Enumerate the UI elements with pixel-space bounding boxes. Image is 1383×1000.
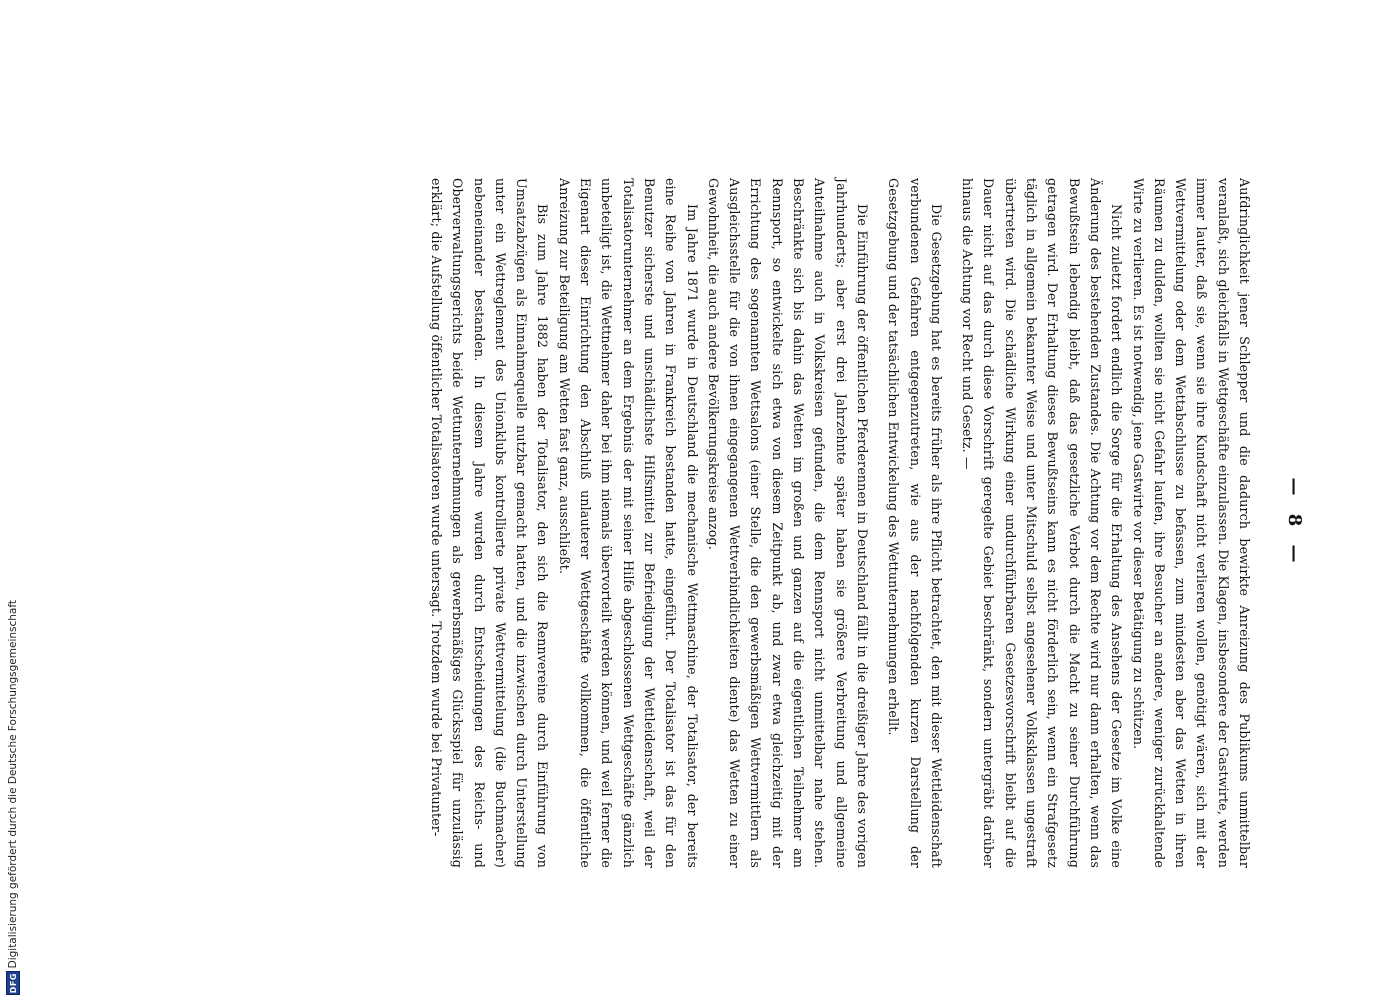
- rotated-page-body: [426, 178, 1305, 868]
- paragraph: Die Einführung der öffentlichen Pferderennen in Deutschland fällt in die dreißiger Jahre des vorigen Jahrhunderts; aber erst drei Jahrzehnte später haben sie größere Verbreitung und allgemeine Anteilnahme auch in Volkskreisen gefunden, die dem Rennsport nicht unmittelbar nahe stehen. Beschränkte sich bis dahin das Wetten im großen und ganzen auf die eigentlichen Teilnehmer am Rennsport, so entwickelte sich etwa von diesem Zeitpunkt ab, und zwar etwa gleichzeitig mit der Errichtung des sogenannten Wettsalons (einer Stelle, die den gewerbsmäßigen Wettvermittlern als Ausgleichsstelle für die von ihnen eingegangenen Wettverbindlichkeiten diente) das Wetten zu einer Gewohnheit, die auch andere Bevölkerungskreise anzog.: [705, 178, 870, 868]
- dfg-logo: DFG: [6, 971, 20, 995]
- paragraph: Im Jahre 1871 wurde in Deutschland die mechanische Wettmaschine, der Totalisator, der bereits eine Reihe von Jahren in Frankreich bestanden hatte, eingeführt. Der Totalisator ist das für den Benutzer sicherste und unschädlichste Hilfsmittel zur Befriedigung der Wettleidenschaft, weil der Totalisatorunternehmer an dem Ergebnis der mit seiner Hilfe abgeschlossenen Wettgeschäfte gänzlich unbeteiligt ist, die Wettnehmer daher bei ihm niemals übervorteilt werden können, und weil ferner die Eigenart dieser Einrichtung den Abschluß unlauterer Wettgeschäfte vollkommen, die öffentliche Anreizung zur Beteiligung am Wetten fast ganz, ausschließt.: [556, 178, 700, 868]
- credit-text: Digitalisierung gefördert durch die Deutsche Forschungsgemeinschaft: [7, 600, 19, 969]
- paragraph: Die Gesetzgebung hat es bereits früher als ihre Pflicht betrachtet, den mit dieser Wettleidenschaft verbundenen Gefahren entgegenzutreten, wie aus der nachfolgenden kurzen Darstellung der Gesetzgebung und der tatsächlichen Entwickelung des Wettunternehmungen erhellt.: [886, 178, 944, 868]
- page-number: — 8 —: [1284, 477, 1305, 569]
- paragraph: Nicht zuletzt fordert endlich die Sorge für die Erhaltung des Ansehens der Gesetze im Volke eine Änderung des bestehenden Zustandes. Die Achtung vor dem Rechte wird nur dann erhalten, wenn das Bewußtsein lebendig bleibt, daß das gesetzliche Verbot durch die Macht zu seiner Durchführung getragen wird. Der Erhaltung dieses Bewußtseins kann es nicht förderlich sein, wenn ein Strafgesetz täglich in allgemein bekannter Weise und unter Mitschuld selbst angesehener Volksklassen ungestraft übertreten wird. Die schädliche Wirkung einer undurchführbaren Gesetzesvorschrift bleibt auf die Dauer nicht auf das durch diese Vorschrift geregelte Gebiet beschränkt, sondern untergräbt darüber hinaus die Achtung vor Recht und Gesetz. —: [960, 178, 1125, 868]
- digitization-credit: [2, 600, 24, 995]
- text-body: [426, 178, 1255, 868]
- paragraph: Aufdringlichkeit jener Schlepper und die dadurch bewirkte Anreizung des Publikums unmittelbar veranlaßt, sich gleichfalls in Wettgeschäfte einzulassen. Die Klagen, insbesondere der Gastwirte, werden immer lauter, daß sie, wenn sie ihre Kundschaft nicht verlieren wollen, genötigt wären, sich mit der Wettvermittelung oder dem Wettabschlusse zu befassen, zum mindesten aber das Wetten in ihren Räumen zu dulden, wollten sie nicht Gefahr laufen, ihre Besucher an andere, weniger zurückhaltende Wirte zu verlieren. Es ist notwendig, jene Gastwirte vor dieser Betätigung zu schützen.: [1130, 178, 1252, 868]
- paragraph: Bis zum Jahre 1882 haben der Totalisator, den sich die Rennvereine durch Einführung von Umsatzabzügen als Einnahmequelle nutzbar gemacht hatten, und die inzwischen durch Unterstellung unter ein Wettreglement des Unionklubs kontrollierte private Wettvermittelung (die Buchmacher) nebeneinander bestanden. In diesem Jahre wurden durch Entscheidungen des Reichs- und Oberverwaltungsgerichts beide Wettunternehmungen als gewerbsmäßiges Glücksspiel für unzulässig erklärt; die Aufstellung öffentlicher Totalisatoren wurde untersagt. Trotzdem wurde bei Privatunter-: [429, 178, 551, 868]
